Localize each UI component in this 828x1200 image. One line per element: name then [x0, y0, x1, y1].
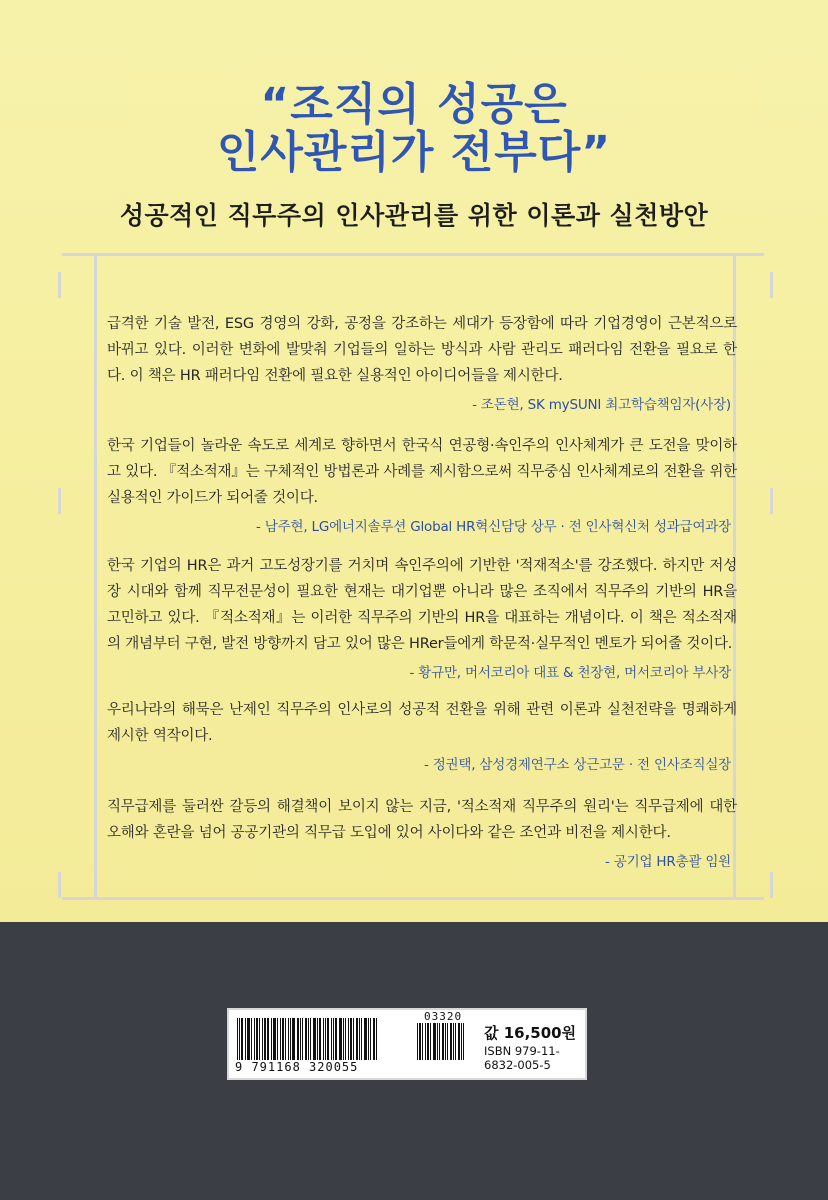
barcode-bar — [359, 1018, 360, 1060]
endorsement-attribution: - 남주현, LG에너지솔루션 Global HR혁신담당 상무 · 전 인사혁신처 성과급여과장 — [256, 519, 731, 535]
barcode-bar — [271, 1018, 272, 1060]
barcode-bar — [288, 1018, 289, 1060]
barcode-bar — [437, 1023, 438, 1060]
barcode-bar — [433, 1023, 436, 1060]
barcode-bar — [445, 1023, 446, 1060]
barcode-bar — [455, 1023, 456, 1060]
barcode-bar — [353, 1018, 354, 1060]
barcode-bar — [267, 1018, 269, 1060]
barcode-bar — [285, 1018, 286, 1060]
barcode-bar — [368, 1018, 369, 1060]
endorsement-attribution: - 황규만, 머서코리아 대표 & 천장현, 머서코리아 부사장 — [409, 665, 731, 681]
barcode-bar — [280, 1018, 281, 1060]
barcode-bar — [254, 1018, 255, 1060]
barcode-bar — [361, 1018, 362, 1060]
barcode-bar — [364, 1018, 367, 1060]
barcode-bar — [259, 1018, 260, 1060]
fold-mark — [770, 872, 773, 898]
addon-barcode — [417, 1023, 475, 1060]
barcode-bar — [327, 1018, 329, 1060]
endorsement-5 — [107, 794, 737, 870]
isbn-label: ISBN 979-11-6832-005-5 — [484, 1044, 560, 1072]
frame-top-line — [62, 253, 764, 256]
barcode-bar — [343, 1018, 344, 1060]
barcode-bar — [442, 1023, 444, 1060]
barcode-bar — [251, 1018, 252, 1060]
barcode-bar — [262, 1018, 263, 1060]
barcode-bar — [247, 1018, 250, 1060]
barcode-bar — [419, 1023, 421, 1060]
barcode-bar — [461, 1023, 462, 1060]
barcode-bar — [430, 1023, 431, 1060]
barcode-bar — [356, 1018, 358, 1060]
endorsement-3 — [107, 553, 737, 681]
barcode-bar — [450, 1023, 452, 1060]
fold-mark — [58, 872, 61, 898]
barcode-bar — [463, 1023, 464, 1060]
barcode-bar — [323, 1018, 324, 1060]
barcode-bar — [417, 1023, 418, 1060]
barcode-bar — [264, 1018, 266, 1060]
barcode-bar — [277, 1018, 278, 1060]
addon-barcode-digits: 03320 — [424, 1010, 463, 1023]
barcode-bar — [313, 1018, 316, 1060]
endorsement-text: 급격한 기술 발전, ESG 경영의 강화, 공정을 강조하는 세대가 등장함에 따라 기업경영이 근본적으로 바뀌고 있다. 이러한 변화에 발맞춰 기업들의 일하는 방식과 사람 관리도 패러다임 전환을 필요로 한다. 이 책은 HR 패러다임 전환에 필요한 실용적인 아이디어들을 제시한다. — [107, 316, 737, 384]
barcode-bar — [447, 1023, 448, 1060]
price-label: 값 16,500원 — [484, 1024, 577, 1042]
barcode-bar — [302, 1018, 303, 1060]
barcode-bar — [350, 1018, 352, 1060]
endorsement-2 — [107, 433, 737, 535]
barcode-bar — [427, 1023, 429, 1060]
barcode-bar — [237, 1018, 238, 1060]
barcode-bar — [439, 1023, 440, 1060]
barcode-bar — [273, 1018, 276, 1060]
barcode-bar — [376, 1018, 377, 1060]
barcode-bar — [345, 1018, 346, 1060]
fold-mark — [58, 272, 61, 298]
book-subtitle: 성공적인 직무주의 인사관리를 위한 이론과 실천방안 — [119, 201, 709, 230]
barcode-bar — [282, 1018, 284, 1060]
barcode-bar — [292, 1018, 295, 1060]
frame-bottom-line — [62, 897, 764, 900]
quote-title-line-2: 인사관리가 전부다” — [216, 127, 612, 178]
barcode-bar — [290, 1018, 291, 1060]
barcode-bar — [308, 1018, 309, 1060]
barcode-bar — [305, 1018, 307, 1060]
barcode-bar — [373, 1018, 375, 1060]
barcode-bar — [425, 1023, 426, 1060]
barcode-bar — [317, 1018, 318, 1060]
endorsement-text: 한국 기업의 HR은 과거 고도성장기를 거치며 속인주의에 기반한 '적재적소'를 강조했다. 하지만 저성장 시대와 함께 직무전문성이 필요한 현재는 대기업뿐 아니라 많은 조직에서 직무주의 기반의 HR을 고민하고 있다. 『적소적재』는 이러한 직무주의 기반의 HR을 대표하는 개념이다. 이 책은 적소적재의 개념부터 구현, 발전 방향까지 담고 있어 많은 HRer들에게 학문적·실무적인 멘토가 되어줄 것이다. — [107, 558, 737, 652]
endorsement-text: 우리나라의 해묵은 난제인 직무주의 인사로의 성공적 전환을 위해 관련 이론과 실천전략을 명쾌하게 제시한 역작이다. — [107, 702, 737, 744]
fold-mark — [770, 488, 773, 514]
barcode-bar — [422, 1023, 423, 1060]
barcode-bar — [453, 1023, 454, 1060]
barcode-bar — [245, 1018, 246, 1060]
endorsement-attribution: - 정권택, 삼성경제연구소 상근고문 · 전 인사조직실장 — [423, 757, 731, 773]
endorsement-attribution: - 공기업 HR총괄 임원 — [605, 854, 731, 870]
barcode-bar — [319, 1018, 321, 1060]
barcode-bar — [348, 1018, 349, 1060]
frame-left-line — [94, 253, 97, 900]
barcode-bar — [331, 1018, 332, 1060]
barcode-bar — [335, 1018, 337, 1060]
barcode-label — [227, 1008, 587, 1080]
barcode-bar — [333, 1018, 334, 1060]
barcode-bar — [339, 1018, 342, 1060]
barcode-bar — [241, 1018, 243, 1060]
barcode-bar — [458, 1023, 460, 1060]
isbn-barcode-digits: 9 791168 320055 — [235, 1060, 359, 1074]
endorsement-4 — [107, 697, 737, 773]
endorsement-attribution: - 조돈현, SK mySUNI 최고학습책임자(사장) — [472, 397, 731, 413]
barcode-bar — [370, 1018, 371, 1060]
quote-title-line-1: “조직의 성공은 — [260, 79, 568, 130]
isbn-barcode — [237, 1018, 407, 1060]
barcode-bar — [239, 1018, 240, 1060]
fold-mark — [770, 272, 773, 298]
endorsement-text: 직무급제를 둘러싼 갈등의 해결책이 보이지 않는 지금, '적소적재 직무주의 원리'는 직무급제에 대한 오해와 혼란을 넘어 공공기관의 직무급 도입에 있어 사이다와 같은 조언과 비전을 제시한다. — [107, 799, 737, 841]
endorsement-1 — [107, 311, 737, 413]
fold-mark — [58, 488, 61, 514]
barcode-bar — [325, 1018, 326, 1060]
barcode-bar — [256, 1018, 258, 1060]
endorsement-text: 한국 기업들이 놀라운 속도로 세계로 향하면서 한국식 연공형·속인주의 인사체계가 큰 도전을 맞이하고 있다. 『적소적재』는 구체적인 방법론과 사례를 제시함으로써 직무중심 인사체계로의 전환을 위한 실용적인 가이드가 되어줄 것이다. — [107, 438, 737, 506]
barcode-bar — [310, 1018, 311, 1060]
barcode-bar — [297, 1018, 299, 1060]
barcode-bar — [300, 1018, 301, 1060]
